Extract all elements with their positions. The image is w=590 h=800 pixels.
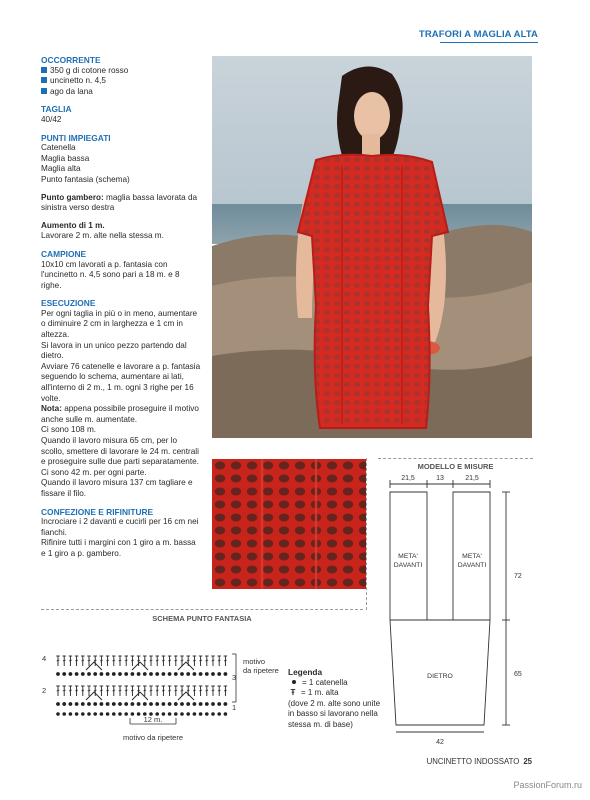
height-top-label: 72 bbox=[514, 573, 522, 580]
double-crochet-symbol bbox=[150, 660, 153, 661]
double-crochet-symbol bbox=[199, 660, 202, 661]
double-crochet-symbol bbox=[193, 690, 196, 691]
stitch-count-label: 12 m. bbox=[143, 715, 163, 724]
chain-symbol bbox=[94, 673, 97, 676]
double-crochet-symbol bbox=[63, 660, 66, 661]
row-label-1: 1 bbox=[232, 703, 237, 712]
chain-symbol bbox=[199, 703, 202, 706]
taglia-heading: TAGLIA bbox=[41, 104, 72, 115]
chain-symbol bbox=[131, 673, 134, 676]
double-crochet-symbol bbox=[156, 660, 159, 661]
width-right-label: 21,5 bbox=[465, 475, 479, 482]
modello-divider bbox=[378, 458, 533, 459]
height-bottom-label: 65 bbox=[514, 671, 522, 678]
punto-item: Punto fantasia (schema) bbox=[41, 174, 130, 184]
double-crochet-symbol bbox=[168, 660, 171, 661]
fan-symbol bbox=[132, 662, 148, 670]
right-front-label-2: DAVANTI bbox=[457, 562, 487, 569]
double-crochet-symbol bbox=[150, 690, 153, 691]
chain-symbol bbox=[119, 673, 122, 676]
double-crochet-symbol bbox=[218, 690, 221, 691]
width-left-label: 21,5 bbox=[401, 475, 415, 482]
punti-heading: PUNTI IMPIEGATI bbox=[41, 132, 111, 143]
base-chain-symbol bbox=[100, 713, 103, 716]
page-number: 25 bbox=[523, 757, 532, 766]
row-label-2: 2 bbox=[42, 686, 47, 695]
modello-title: MODELLO E MISURE bbox=[417, 462, 494, 471]
chain-symbol bbox=[162, 673, 165, 676]
chain-symbol bbox=[193, 703, 196, 706]
esecuzione-p7: Quando il lavoro misura 137 cm tagliare e fissare il filo. bbox=[41, 478, 193, 498]
base-chain-symbol bbox=[206, 713, 209, 716]
fan-symbol bbox=[178, 692, 194, 700]
base-chain-symbol bbox=[193, 713, 196, 716]
esecuzione-p4: Ci sono 108 m. bbox=[41, 425, 97, 435]
double-crochet-symbol bbox=[113, 690, 116, 691]
width-center-label: 13 bbox=[436, 475, 444, 482]
chain-symbol bbox=[106, 673, 109, 676]
campione-heading: CAMPIONE bbox=[41, 248, 87, 259]
base-chain-symbol bbox=[94, 713, 97, 716]
base-chain-symbol bbox=[82, 713, 85, 716]
chain-symbol bbox=[199, 673, 202, 676]
aumento-heading: Aumento di 1 m. bbox=[41, 220, 105, 230]
chain-symbol bbox=[162, 703, 165, 706]
legend-double: Ŧ = 1 m. alta bbox=[290, 688, 339, 698]
double-crochet-symbol bbox=[224, 690, 227, 691]
chain-symbol bbox=[75, 673, 78, 676]
chain-symbol bbox=[119, 703, 122, 706]
double-crochet-symbol bbox=[94, 690, 97, 691]
fan-symbol bbox=[132, 692, 148, 700]
double-crochet-symbol bbox=[168, 690, 171, 691]
section-title: TRAFORI A MAGLIA ALTA bbox=[418, 29, 538, 40]
double-crochet-symbol bbox=[144, 690, 147, 691]
chain-symbol bbox=[205, 673, 208, 676]
chain-symbol bbox=[100, 703, 103, 706]
left-front-label-1: META' bbox=[398, 553, 418, 560]
watermark: PassionForum.ru bbox=[513, 780, 582, 790]
chain-symbol bbox=[150, 703, 153, 706]
double-crochet-symbol bbox=[212, 660, 215, 661]
base-chain-symbol bbox=[199, 713, 202, 716]
base-chain-symbol bbox=[106, 713, 109, 716]
chain-symbol bbox=[193, 673, 196, 676]
chain-symbol bbox=[181, 703, 184, 706]
punto-item: Maglia bassa bbox=[41, 153, 90, 163]
section-rule bbox=[440, 42, 538, 43]
base-chain-symbol bbox=[113, 713, 116, 716]
legend-title: Legenda bbox=[288, 667, 323, 677]
double-crochet-symbol bbox=[94, 660, 97, 661]
double-crochet-symbol bbox=[75, 660, 78, 661]
double-crochet-symbol bbox=[106, 690, 109, 691]
confezione-p1: Incrociare i 2 davanti e cucirli per 16 cm nei fianchi. bbox=[41, 517, 199, 537]
double-crochet-symbol bbox=[69, 660, 72, 661]
double-crochet-symbol bbox=[119, 660, 122, 661]
chain-symbol bbox=[218, 703, 221, 706]
schema-title: SCHEMA PUNTO FANTASIA bbox=[152, 614, 252, 623]
right-front-label-1: META' bbox=[462, 553, 482, 560]
chain-symbol bbox=[63, 703, 66, 706]
double-crochet-symbol bbox=[193, 660, 196, 661]
double-crochet-symbol bbox=[175, 690, 178, 691]
base-chain-symbol bbox=[63, 713, 66, 716]
square-bullet-icon bbox=[41, 77, 47, 83]
chain-symbol bbox=[187, 703, 190, 706]
double-crochet-symbol bbox=[106, 660, 109, 661]
double-crochet-symbol bbox=[82, 660, 85, 661]
repeat-label-right-1: motivo bbox=[243, 657, 266, 666]
chain-symbol bbox=[69, 703, 72, 706]
repeat-label-right-2: da ripetere bbox=[243, 666, 279, 675]
base-chain-symbol bbox=[212, 713, 215, 716]
occorrente-heading: OCCORRENTE bbox=[41, 55, 101, 65]
chain-symbol bbox=[187, 673, 190, 676]
base-chain-symbol bbox=[175, 713, 178, 716]
double-crochet-symbol bbox=[100, 660, 103, 661]
chain-symbol bbox=[156, 703, 159, 706]
chain-symbol bbox=[69, 673, 72, 676]
double-crochet-symbol bbox=[57, 690, 60, 691]
esecuzione-p6: Ci sono 42 m. per ogni parte. bbox=[41, 467, 147, 477]
base-chain-symbol bbox=[137, 713, 140, 716]
chain-symbol bbox=[81, 703, 84, 706]
double-crochet-symbol bbox=[162, 660, 165, 661]
chain-symbol bbox=[131, 703, 134, 706]
double-crochet-symbol bbox=[57, 660, 60, 661]
occ-item-2: uncinetto n. 4,5 bbox=[41, 76, 201, 87]
chain-symbol bbox=[57, 703, 60, 706]
chain-symbol bbox=[137, 673, 140, 676]
square-bullet-icon bbox=[41, 88, 47, 94]
chain-symbol bbox=[205, 703, 208, 706]
nota-paragraph: Nota: appena possibile proseguire il motivo anche sulle m. aumentate. bbox=[41, 404, 199, 424]
double-crochet-symbol bbox=[69, 690, 72, 691]
row-label-4: 4 bbox=[42, 654, 47, 663]
base-chain-symbol bbox=[131, 713, 134, 716]
base-chain-symbol bbox=[88, 713, 91, 716]
double-crochet-symbol bbox=[206, 660, 209, 661]
left-front-label-2: DAVANTI bbox=[393, 562, 423, 569]
base-chain-symbol bbox=[69, 713, 72, 716]
double-crochet-symbol bbox=[82, 690, 85, 691]
chain-symbol bbox=[94, 703, 97, 706]
double-crochet-symbol bbox=[137, 660, 140, 661]
chain-symbol bbox=[112, 673, 115, 676]
occ-item-3: ago da lana bbox=[41, 87, 201, 98]
base-chain-symbol bbox=[181, 713, 184, 716]
chain-symbol bbox=[88, 703, 91, 706]
fan-symbol bbox=[178, 662, 194, 670]
legend-note: (dove 2 m. alte sono unite in basso si lavorano nella stessa m. di base) bbox=[288, 698, 381, 729]
chain-symbol bbox=[218, 673, 221, 676]
chain-symbol bbox=[168, 673, 171, 676]
double-crochet-symbol bbox=[212, 690, 215, 691]
double-crochet-symbol bbox=[131, 660, 134, 661]
model-photo bbox=[212, 56, 532, 438]
bottom-width-label: 42 bbox=[436, 739, 444, 746]
base-chain-symbol bbox=[224, 713, 227, 716]
esecuzione-p2: Si lavora in un unico pezzo partendo dal dietro. bbox=[41, 340, 187, 361]
base-chain-symbol bbox=[187, 713, 190, 716]
double-crochet-symbol bbox=[206, 690, 209, 691]
double-crochet-symbol bbox=[113, 660, 116, 661]
chain-symbol bbox=[75, 703, 78, 706]
base-chain-symbol bbox=[119, 713, 122, 716]
chain-symbol bbox=[125, 703, 128, 706]
chain-symbol bbox=[150, 673, 153, 676]
legend-chain: = 1 catenella bbox=[288, 678, 384, 689]
chain-symbol bbox=[174, 673, 177, 676]
gambero-paragraph: Punto gambero: maglia bassa lavorata da sinistra verso destra bbox=[41, 192, 198, 213]
chain-symbol bbox=[106, 703, 109, 706]
double-crochet-symbol bbox=[137, 690, 140, 691]
double-crochet-symbol bbox=[187, 690, 190, 691]
aumento-text: Lavorare 2 m. alte nella stessa m. bbox=[41, 231, 164, 241]
double-crochet-symbol bbox=[75, 690, 78, 691]
occ-item-1: 350 g di cotone rosso bbox=[41, 66, 201, 77]
base-chain-symbol bbox=[218, 713, 221, 716]
chain-symbol bbox=[57, 673, 60, 676]
taglia-value: 40/42 bbox=[41, 114, 62, 124]
double-crochet-symbol bbox=[162, 690, 165, 691]
chain-symbol bbox=[137, 703, 140, 706]
chain-symbol bbox=[143, 673, 146, 676]
double-crochet-symbol bbox=[156, 690, 159, 691]
back-label: DIETRO bbox=[427, 673, 453, 680]
chain-symbol bbox=[63, 673, 66, 676]
esecuzione-p3: Avviare 76 catenelle e lavorare a p. fantasia seguendo lo schema, aumentare ai lati, all'interno di 2 m., 1 m. ogni 3 righe per 16 volte. bbox=[41, 361, 201, 403]
chain-symbol bbox=[174, 703, 177, 706]
double-crochet-symbol bbox=[144, 660, 147, 661]
chain-symbol bbox=[125, 673, 128, 676]
vertical-divider bbox=[366, 458, 367, 610]
base-chain-symbol bbox=[57, 713, 60, 716]
chain-symbol bbox=[112, 703, 115, 706]
base-chain-symbol bbox=[75, 713, 78, 716]
crochet-chart bbox=[36, 648, 286, 748]
double-crochet-symbol bbox=[119, 690, 122, 691]
double-crochet-symbol bbox=[88, 690, 91, 691]
legend bbox=[288, 667, 384, 731]
double-crochet-symbol bbox=[181, 660, 184, 661]
instructions-column bbox=[41, 55, 201, 560]
punto-item: Maglia alta bbox=[41, 164, 81, 174]
double-crochet-symbol bbox=[100, 690, 103, 691]
double-crochet-symbol bbox=[131, 690, 134, 691]
stitch-closeup-photo bbox=[212, 459, 366, 589]
square-bullet-icon bbox=[41, 67, 47, 73]
chain-symbol bbox=[212, 673, 215, 676]
chain-symbol bbox=[168, 703, 171, 706]
double-crochet-symbol bbox=[125, 690, 128, 691]
schema-divider bbox=[41, 609, 363, 610]
fan-symbol bbox=[86, 662, 102, 670]
esecuzione-p5: Quando il lavoro misura 65 cm, per lo scollo, smettere di lavorare le 24 m. centrali e proseguire sulle due parti separatamente. bbox=[41, 436, 199, 467]
confezione-p2: Rifinire tutti i margini con 1 giro a m. bassa e 1 giro a p. gambero. bbox=[41, 538, 196, 558]
base-chain-symbol bbox=[125, 713, 128, 716]
double-crochet-symbol bbox=[125, 660, 128, 661]
punto-item: Catenella bbox=[41, 143, 76, 153]
double-crochet-icon: Ŧ bbox=[290, 688, 296, 698]
chain-symbol bbox=[100, 673, 103, 676]
garment-schematic bbox=[370, 470, 550, 750]
chain-symbol bbox=[156, 673, 159, 676]
chain-symbol bbox=[143, 703, 146, 706]
row-label-3: 3 bbox=[232, 673, 237, 682]
double-crochet-symbol bbox=[88, 660, 91, 661]
page-footer: UNCINETTO INDOSSATO 25 bbox=[426, 757, 532, 766]
chain-symbol bbox=[81, 673, 84, 676]
campione-text: 10x10 cm lavorati a p. fantasia con l'uncinetto n. 4,5 sono pari a 18 m. e 8 righe. bbox=[41, 259, 180, 290]
double-crochet-symbol bbox=[175, 660, 178, 661]
confezione-heading: CONFEZIONE E RIFINITURE bbox=[41, 506, 154, 517]
double-crochet-symbol bbox=[63, 690, 66, 691]
double-crochet-symbol bbox=[187, 660, 190, 661]
fan-symbol bbox=[86, 692, 102, 700]
base-chain-symbol bbox=[168, 713, 171, 716]
base-chain-symbol bbox=[162, 713, 165, 716]
chain-symbol bbox=[224, 703, 227, 706]
esecuzione-heading: ESECUZIONE bbox=[41, 298, 96, 309]
repeat-label-bottom: motivo da ripetere bbox=[122, 733, 184, 742]
double-crochet-symbol bbox=[224, 660, 227, 661]
chain-symbol bbox=[224, 673, 227, 676]
chain-symbol bbox=[181, 673, 184, 676]
double-crochet-symbol bbox=[199, 690, 202, 691]
double-crochet-symbol bbox=[181, 690, 184, 691]
chain-stitch-icon bbox=[292, 680, 296, 684]
double-crochet-symbol bbox=[218, 660, 221, 661]
chain-symbol bbox=[88, 673, 91, 676]
chain-symbol bbox=[212, 703, 215, 706]
esecuzione-p1: Per ogni taglia in più o in meno, aumentare o diminuire 2 cm in larghezza e 1 cm in altezza. bbox=[41, 308, 198, 340]
